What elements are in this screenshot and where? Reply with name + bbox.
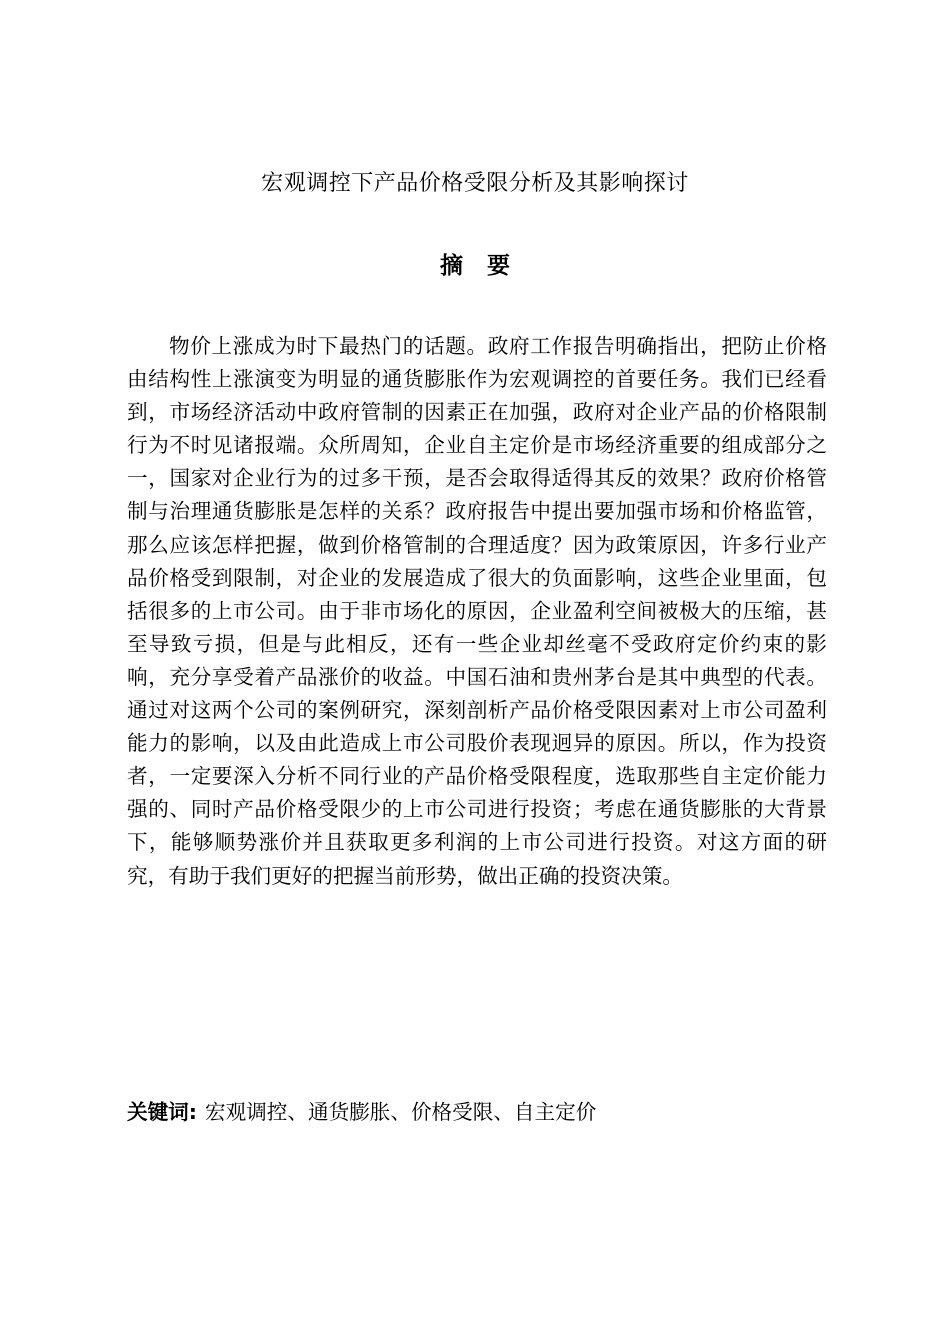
- document-title: 宏观调控下产品价格受限分析及其影响探讨: [261, 171, 689, 196]
- keywords-list: 宏观调控、通货膨胀、价格受限、自主定价: [205, 1100, 597, 1124]
- keywords-line: [127, 1096, 827, 1128]
- abstract-heading: 摘要: [440, 253, 534, 279]
- abstract-body: 物价上涨成为时下最热门的话题。政府工作报告明确指出，把防止价格由结构性上涨演变为明显的通货膨胀作为宏观调控的首要任务。我们已经看到，市场经济活动中政府管制的因素正在加强，政府对企业产品的价格限制行为不时见诸报端。众所周知，企业自主定价是市场经济重要的组成部分之一，国家对企业行为的过多干预，是否会取得适得其反的效果？政府价格管制与治理通货膨胀是怎样的关系？政府报告中提出要加强市场和价格监管，那么应该怎样把握，做到价格管制的合理适度？因为政策原因，许多行业产品价格受到限制，对企业的发展造成了很大的负面影响，这些企业里面，包括很多的上市公司。由于非市场化的原因，企业盈利空间被极大的压缩，甚至导致亏损，但是与此相反，还有一些企业却丝毫不受政府定价约束的影响，充分享受着产品涨价的收益。中国石油和贵州茅台是其中典型的代表。通过对这两个公司的案例研究，深刻剖析产品价格受限因素对上市公司盈利能力的影响，以及由此造成上市公司股价表现迥异的原因。所以，作为投资者，一定要深入分析不同行业的产品价格受限程度，选取那些自主定价能力强的、同时产品价格受限少的上市公司进行投资；考虑在通货膨胀的大背景下，能够顺势涨价并且获取更多利润的上市公司进行投资。对这方面的研究，有助于我们更好的把握当前形势，做出正确的投资决策。: [127, 334, 827, 888]
- keywords-label: 关键词:: [127, 1100, 198, 1124]
